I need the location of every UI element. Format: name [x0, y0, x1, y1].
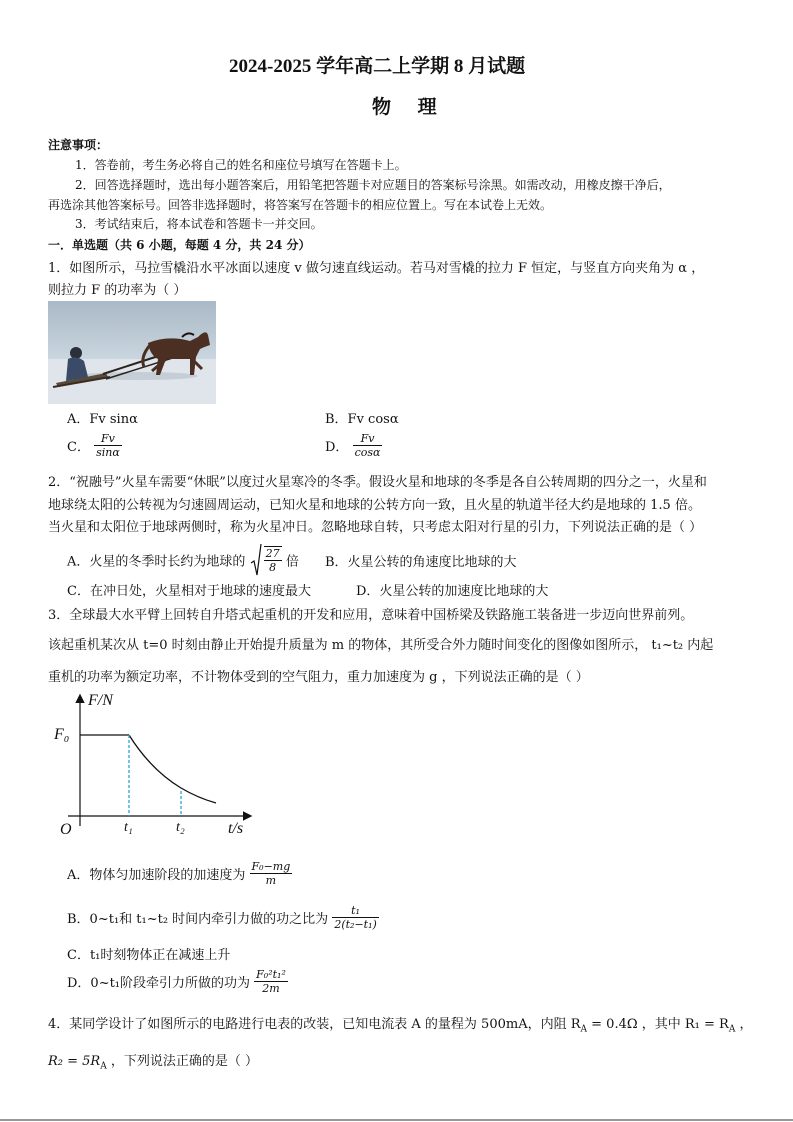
force-time-graph	[48, 688, 258, 840]
note-item: 2．回答选择题时，选出每小题答案后，用铅笔把答题卡对应题目的答案标号涂黑。如需改动，用橡皮擦干净后，	[75, 178, 671, 192]
question-2-text: 当火星和太阳位于地球两侧时，称为火星冲日。忽略地球自转，只考虑太阳对行星的引力，下列说法正确的是（ ）	[48, 520, 703, 535]
option-a[interactable]: A．Fv sinα	[67, 412, 138, 427]
option-text: 倍	[285, 554, 299, 570]
note-item: 1．答卷前，考生务必将自己的姓名和座位号填写在答题卡上。	[75, 158, 407, 172]
option-b[interactable]: B．火星公转的角速度比地球的大	[325, 555, 517, 570]
option-c[interactable]	[67, 432, 122, 459]
question-4-part: = 0.4Ω ，其中 R₁ = R	[587, 1017, 729, 1032]
question-4-part: R₂ = 5R	[48, 1054, 101, 1069]
question-4-part: 4．某同学设计了如图所示的电路进行电表的改装，已知电流表 A 的量程为 500mA，内阻 R	[48, 1017, 581, 1032]
option-d[interactable]	[325, 432, 382, 459]
fraction	[353, 432, 383, 459]
section-heading: 一．单选题（共 6 小题，每题 4 分，共 24 分）	[48, 238, 311, 252]
fraction-numerator: F₀−mg	[251, 860, 291, 873]
sqrt-expression	[250, 543, 282, 577]
subscript: A	[580, 1024, 588, 1035]
f0-label: F₀	[54, 726, 70, 743]
question-4-part: ，	[735, 1017, 753, 1032]
radical-sign-icon	[250, 543, 262, 577]
fraction-denominator: cosα	[354, 446, 381, 459]
fraction	[250, 860, 293, 887]
t2-label: t₂	[176, 820, 185, 835]
subscript: A	[100, 1061, 107, 1072]
option-d[interactable]	[67, 968, 288, 995]
fraction	[332, 904, 378, 931]
origin-label: O	[60, 821, 72, 838]
option-b[interactable]	[67, 904, 379, 931]
y-axis-label: F/N	[88, 692, 113, 709]
fraction	[94, 432, 122, 459]
fraction-numerator: Fv	[353, 432, 383, 446]
notes-heading: 注意事项：	[48, 138, 109, 152]
option-c[interactable]: C．t₁时刻物体正在减速上升	[67, 948, 231, 963]
fraction-numerator: Fv	[94, 432, 122, 446]
exam-title: 2024-2025 学年高二上学期 8 月试题	[229, 56, 526, 77]
fraction	[254, 968, 288, 995]
option-a[interactable]	[67, 543, 299, 577]
horse-sled-photo	[48, 301, 216, 404]
question-3-text: 3．全球最大水平臂上回转自升塔式起重机的开发和应用，意味着中国桥梁及铁路施工装备进一步迈向世界前列。	[48, 608, 694, 623]
question-4-part: ，下列说法正确的是（ ）	[106, 1054, 258, 1069]
question-1-text: 1．如图所示，马拉雪橇沿水平冰面以速度 v 做匀速直线运动。若马对雪橇的拉力 F 恒定，与竖直方向夹角为 α ，	[48, 261, 705, 276]
fraction-numerator: F₀²t₁²	[256, 968, 286, 981]
option-c[interactable]: C．在冲日处，火星相对于地球的速度最大	[67, 584, 311, 599]
fraction-denominator: 8	[269, 561, 277, 574]
question-4-text	[48, 1050, 258, 1072]
option-a[interactable]	[67, 860, 292, 887]
fraction-denominator: sinα	[96, 446, 120, 459]
note-item: 3．考试结束后，将本试卷和答题卡一并交回。	[75, 217, 323, 231]
question-2-text: 2．“祝融号”火星车需要“休眠”以度过火星寒冷的冬季。假设火星和地球的冬季是各自公转周期的四分之一，火星和	[48, 475, 707, 490]
fraction	[264, 546, 282, 574]
t1-label: t₁	[124, 820, 133, 835]
question-2-text: 地球绕太阳的公转视为匀速圆周运动，已知火星和地球的公转方向一致，且火星的轨道半径大约是地球的 1.5 倍。	[48, 498, 701, 513]
fraction-denominator: m	[265, 874, 277, 887]
question-4-text	[48, 1013, 752, 1035]
question-1-text: 则拉力 F 的功率为（ ）	[48, 283, 187, 298]
question-3-text: 重机的功率为额定功率，不计物体受到的空气阻力，重力加速度为 g ，下列说法正确的是（ ）	[48, 670, 589, 685]
question-3-text: 该起重机某次从 t=0 时刻由静止开始提升质量为 m 的物体，其所受合外力随时间变化的图像如图所示， t₁~t₂ 内起	[48, 638, 714, 653]
decreasing-force-curve	[129, 735, 216, 803]
subject-title: 物 理	[372, 96, 447, 118]
page-bottom-rule	[0, 1119, 793, 1121]
option-text: D．0~t₁阶段牵引力所做的功为	[67, 976, 251, 991]
fraction-numerator: 27	[265, 547, 280, 560]
fraction-denominator: 2(t₂−t₁)	[334, 918, 377, 931]
note-item: 再选涂其他答案标号。回答非选择题时，将答案写在答题卡的相应位置上。写在本试卷上无效。	[48, 198, 553, 212]
option-b[interactable]: B．Fv cosα	[325, 412, 399, 427]
option-text: A．火星的冬季时长约为地球的	[67, 554, 246, 570]
option-label: D．	[325, 440, 349, 455]
option-label: C．	[67, 440, 90, 455]
option-text: B．0~t₁和 t₁~t₂ 时间内牵引力做的功之比为	[67, 912, 329, 927]
fraction-numerator: t₁	[332, 904, 378, 918]
option-text: A．物体匀加速阶段的加速度为	[67, 868, 246, 883]
x-axis-label: t/s	[228, 820, 244, 837]
subscript: A	[728, 1024, 736, 1035]
fraction-denominator: 2m	[262, 982, 280, 995]
option-d[interactable]: D．火星公转的加速度比地球的大	[356, 584, 549, 599]
